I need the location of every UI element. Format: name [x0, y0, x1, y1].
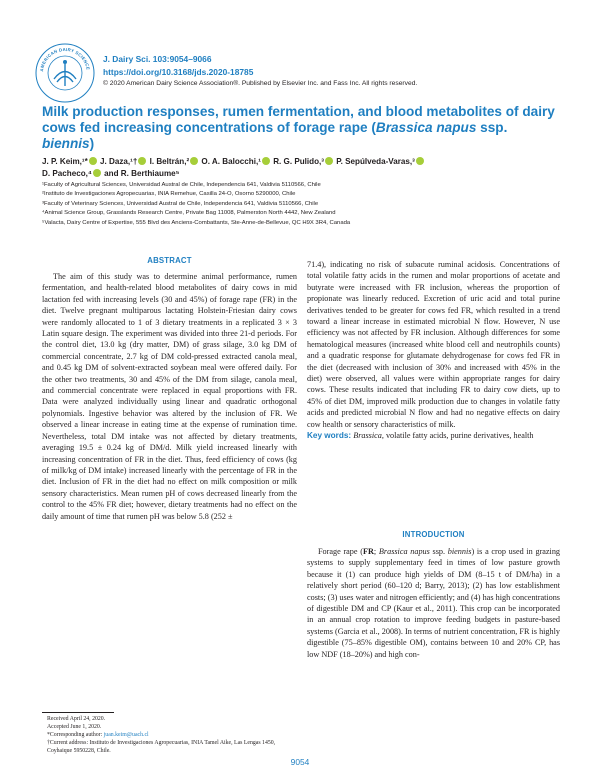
journal-reference: J. Dairy Sci. 103:9054–9066 — [103, 54, 212, 64]
affiliation: ⁴Animal Science Group, Grasslands Research Centre, Private Bag 11008, Palmerston North 4442, New Zealand — [42, 210, 336, 217]
affiliation: ³Faculty of Veterinary Sciences, Universidad Austral de Chile, Independencia 641, Valdivia 5110566, Chile — [42, 200, 319, 207]
received-date: Received April 24, 2020. — [47, 716, 106, 722]
corresponding-author: *Corresponding author: juan.keim@uach.cl — [47, 731, 149, 738]
author: J. P. Keim,¹* — [42, 157, 88, 166]
svg-text:AMERICAN DAIRY SCIENCE ASSOCIA — [34, 42, 91, 72]
abstract-text: The aim of this study was to determine animal performance, rumen fermentation, and health-related blood metabolites of dairy cows in mid lactation fed with increasing levels (30 and 45%) of forage rape (FR) in the diet. Twelve pregnant multiparous lactating Holstein-Friesian dairy cows were randomly allocated to 1 of 3 dietary treatments in a replicated 3 × 3 Latin square design. The experiment was divided into three 21-d periods. For the control diet, 13.0 kg (dry matter, DM) of grass silage, 3.0 kg DM of commercial concentrate, 2.7 kg of DM cold-pressed extracted canola meal, and 0.45 kg DM of solvent-extracted soybean meal were offered daily. For the other two treatments, 30 and 45% of the DM from silage, canola meal, and commercial concentrate were replaced in equal proportions with FR. Data were analyzed individually using linear and quadratic orthogonal polynomials. Ingestive behavior was altered by the inclusion of FR. We observed a linear increase in eating time at the expense of rumination time. Nevertheless, total DM intake was not affected by dietary treatments, averaging 19.5 ± 0.24 kg of DM/d. Milk yield increased linearly with increasing concentration of FR in the diet. Thus, feed efficiency of cows (kg of milk/kg of DM intake) increased linearly with the percentage of FR in the diet. Inclusion of FR in the diet had no effect on milk composition or milk sensory characteristics. Mean rumen pH of cows decreased linearly from the control to the 45% FR diet; however, dietary treatments had no effect on the daily amount of time that rumen pH was below 5.8 (252 ± — [42, 272, 297, 521]
author: R. G. Pulido,³ — [273, 157, 324, 166]
orcid-icon[interactable] — [190, 157, 198, 165]
article-title: Milk production responses, rumen fermentation, and blood metabolites of dairy cows fed increasing concentrations of forage rape (Brassica napus ssp. biennis) — [42, 104, 555, 151]
footnote-divider — [42, 712, 114, 713]
abstract-left-column — [42, 271, 297, 522]
authors-line-2 — [42, 168, 562, 180]
orcid-icon[interactable] — [416, 157, 424, 165]
abstract-heading: ABSTRACT — [147, 256, 192, 265]
author: J. Daza,¹† — [100, 157, 138, 166]
author-list — [42, 156, 562, 180]
introduction-column — [307, 546, 560, 660]
orcid-icon[interactable] — [325, 157, 333, 165]
logo-ring-text: AMERICAN DAIRY SCIENCE — [39, 46, 91, 72]
page-number: 9054 — [290, 757, 310, 767]
introduction-paragraph: Forage rape (FR; Brassica napus ssp. biennis) is a crop used in grazing systems to supply supplementary feed in times of low pasture growth because it (1) can produce high yields of DM (8–15 t of DM/ha) in a relatively short period (60–120 d; Barry, 2013); (2) has low establishment costs; (3) uses water and nitrogen efficiently; and (4) has high concentrations of digestible DM and CP (Kaur et al., 2011). This crop can be incorporated in an annual crop rotation to improve feeding budgets in pasture-based systems (Garcia et al., 2008). In terms of nutrient concentration, FR is highly digestible (75–85% digestible OM), contains between 10 and 20% CP, has low NDF (18–20%) and high con- — [307, 547, 561, 659]
current-address: †Current address: Instituto de Investigaciones Agropecuarias, INIA Tamel Aike, Las Lengas 1450, Coyhaique 5950228, Chile. — [47, 739, 276, 754]
journal-header — [103, 53, 417, 91]
accepted-date: Accepted June 1, 2020. — [47, 723, 102, 730]
adsa-logo-icon — [34, 42, 96, 104]
affiliations — [42, 181, 562, 228]
abstract-text-continued: 71.4), indicating no risk of subacute ruminal acidosis. Concentrations of total volatile fatty acids in the rumen and molar proportions of acetate and butyrate were increased with FR inclusion, whereas the proportion of propionate was linearly reduced. Excretion of uric acid and total purine derivatives tended to be greater for cows fed FR, which resulted in a trend toward a linear increase in estimated microbial N flow. However, N use efficiency was not affected by FR inclusion. Although differences for some hematological measures (increased white blood cell and neutrophils counts) and a quadratic response for glutamate dehydrogenase for cows fed FR in the diet (decreased with inclusion of 30% and increased with 45% in the diet) were observed, all values were within appropriate ranges for dairy cows. These results indicated that including FR to dairy cow diets, up to 45% of diet DM, improved milk production due to changes in volatile fatty acids and predicted microbial N flow and had no negative effects on dairy cow health or sensory characteristics of milk. — [307, 260, 560, 429]
authors-line-1 — [42, 156, 562, 168]
author: and R. Berthiaume⁵ — [104, 169, 180, 178]
abstract-right-column — [307, 259, 560, 442]
affiliation: ¹Faculty of Agricultural Sciences, Universidad Austral de Chile, Independencia 641, Valdivia 5110566, Chile — [42, 182, 321, 188]
footnotes — [42, 716, 297, 756]
author-email-link[interactable]: juan.keim@uach.cl — [103, 731, 149, 738]
introduction-heading: INTRODUCTION — [402, 530, 465, 539]
author: D. Pacheco,⁴ — [42, 169, 92, 178]
keywords: Key words: Brassica, volatile fatty acids, purine derivatives, health — [307, 431, 534, 441]
author: O. A. Balocchi,¹ — [201, 157, 261, 166]
affiliation: ²Instituto de Investigaciones Agropecuarias, INIA Remehue, Casilla 24-O, Osorno 5290000, Chile — [42, 191, 296, 198]
author: I. Beltrán,² — [149, 157, 190, 166]
copyright-line: © 2020 American Dairy Science Association®. Published by Elsevier Inc. and Fass Inc. All rights reserved. — [103, 80, 418, 87]
orcid-icon[interactable] — [89, 157, 97, 165]
affiliation: ⁵Valacta, Dairy Centre of Expertise, 555 Blvd des Anciens-Combattants, Ste-Anne-de-Bellevue, QC H9X 3R4, Canada — [42, 219, 351, 226]
orcid-icon[interactable] — [262, 157, 270, 165]
author: P. Sepúlveda-Varas,³ — [336, 157, 415, 166]
doi-link[interactable]: https://doi.org/10.3168/jds.2020-18785 — [103, 66, 254, 77]
orcid-icon[interactable] — [138, 157, 146, 165]
orcid-icon[interactable] — [93, 169, 101, 177]
